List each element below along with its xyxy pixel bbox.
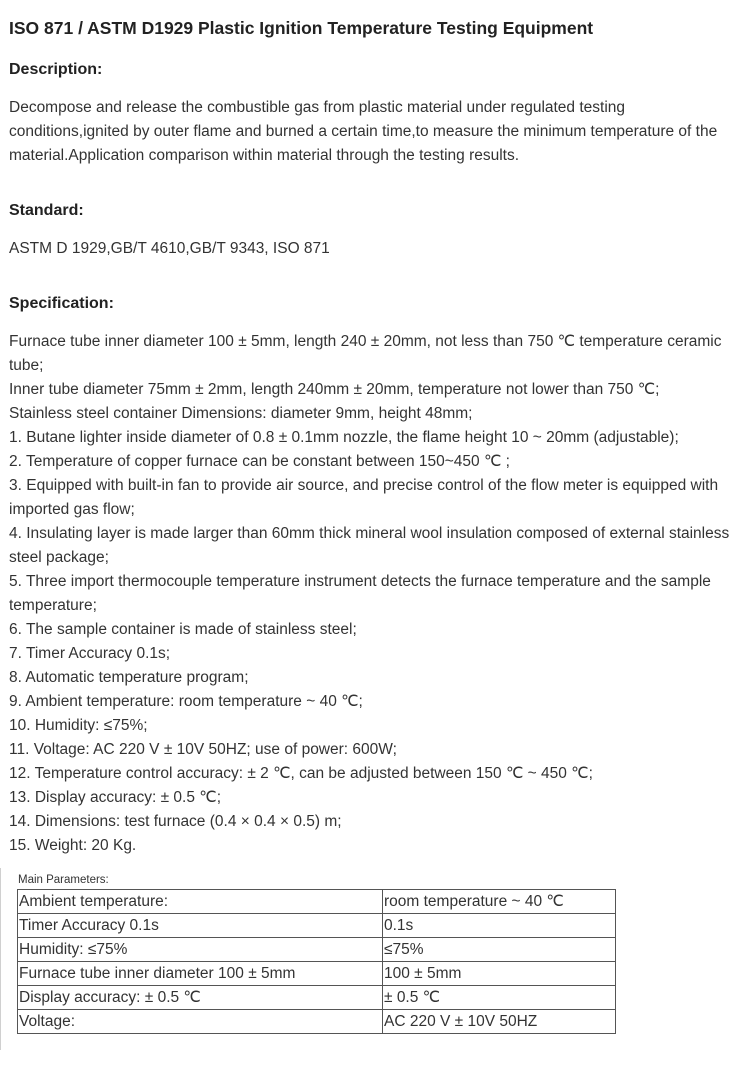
table-row [18, 914, 616, 938]
spec-line: 4. Insulating layer is made larger than 60mm thick mineral wool insulation composed of external stainless [9, 525, 730, 542]
description-line: conditions,ignited by outer flame and burned a certain time,to measure the minimum temperature of the [9, 123, 718, 140]
spec-line: 3. Equipped with built-in fan to provide air source, and precise control of the flow meter is equipped with [9, 477, 719, 494]
spec-line: 6. The sample container is made of stainless steel; [9, 621, 357, 638]
param-name-cell: Furnace tube inner diameter 100 ± 5mm [18, 962, 383, 986]
spec-line: 15. Weight: 20 Kg. [9, 837, 137, 854]
main-parameters-table [17, 889, 616, 1034]
spec-line: 5. Three import thermocouple temperature instrument detects the furnace temperature and the sample [9, 573, 711, 590]
table-row [18, 938, 616, 962]
table-row [18, 890, 616, 914]
spec-line: 14. Dimensions: test furnace (0.4 × 0.4 × 0.5) m; [9, 813, 342, 830]
specification-heading: Specification: [9, 295, 114, 312]
spec-line: 8. Automatic temperature program; [9, 669, 249, 686]
description-text [9, 96, 749, 168]
param-value-cell: AC 220 V ± 10V 50HZ [383, 1010, 616, 1034]
spec-line: imported gas flow; [9, 501, 135, 518]
specification-list [9, 330, 750, 858]
param-name-cell: Humidity: ≤75% [18, 938, 383, 962]
spec-line: 1. Butane lighter inside diameter of 0.8 ± 0.1mm nozzle, the flame height 10 ~ 20mm (adjustable); [9, 429, 679, 446]
spec-line: 10. Humidity: ≤75%; [9, 717, 148, 734]
description-line: material.Application comparison within material through the testing results. [9, 147, 520, 164]
description-line: Decompose and release the combustible gas from plastic material under regulated testing [9, 99, 626, 116]
param-name-cell: Timer Accuracy 0.1s [18, 914, 383, 938]
main-parameters-label: Main Parameters: [18, 874, 109, 886]
param-name-cell: Ambient temperature: [18, 890, 383, 914]
param-value-cell: 0.1s [383, 914, 616, 938]
standard-heading: Standard: [9, 202, 84, 219]
param-value-cell: ≤75% [383, 938, 616, 962]
param-value-cell: 100 ± 5mm [383, 962, 616, 986]
spec-line: 12. Temperature control accuracy: ± 2 ℃, can be adjusted between 150 ℃ ~ 450 ℃; [9, 765, 593, 782]
spec-line: Inner tube diameter 75mm ± 2mm, length 240mm ± 20mm, temperature not lower than 750 ℃; [9, 381, 660, 398]
spec-line: 11. Voltage: AC 220 V ± 10V 50HZ; use of power: 600W; [9, 741, 397, 758]
spec-line: 9. Ambient temperature: room temperature ~ 40 ℃; [9, 693, 363, 710]
spec-line: Stainless steel container Dimensions: diameter 9mm, height 48mm; [9, 405, 473, 422]
page-title: ISO 871 / ASTM D1929 Plastic Ignition Temperature Testing Equipment [9, 18, 594, 38]
standard-text: ASTM D 1929,GB/T 4610,GB/T 9343, ISO 871 [9, 240, 330, 257]
table-row [18, 986, 616, 1010]
table-row [18, 962, 616, 986]
table-row [18, 1010, 616, 1034]
spec-line: 2. Temperature of copper furnace can be constant between 150~450 ℃ ; [9, 453, 510, 470]
spec-line: 7. Timer Accuracy 0.1s; [9, 645, 171, 662]
spec-line: Furnace tube inner diameter 100 ± 5mm, length 240 ± 20mm, not less than 750 ℃ temperature ceramic [9, 333, 722, 350]
param-value-cell: ± 0.5 ℃ [383, 986, 616, 1010]
spec-line: tube; [9, 357, 44, 374]
left-border-rule [0, 868, 1, 1050]
description-heading: Description: [9, 61, 103, 78]
spec-line: 13. Display accuracy: ± 0.5 ℃; [9, 789, 221, 806]
spec-line: steel package; [9, 549, 109, 566]
param-value-cell: room temperature ~ 40 ℃ [383, 890, 616, 914]
spec-line: temperature; [9, 597, 97, 614]
param-name-cell: Display accuracy: ± 0.5 ℃ [18, 986, 383, 1010]
param-name-cell: Voltage: [18, 1010, 383, 1034]
